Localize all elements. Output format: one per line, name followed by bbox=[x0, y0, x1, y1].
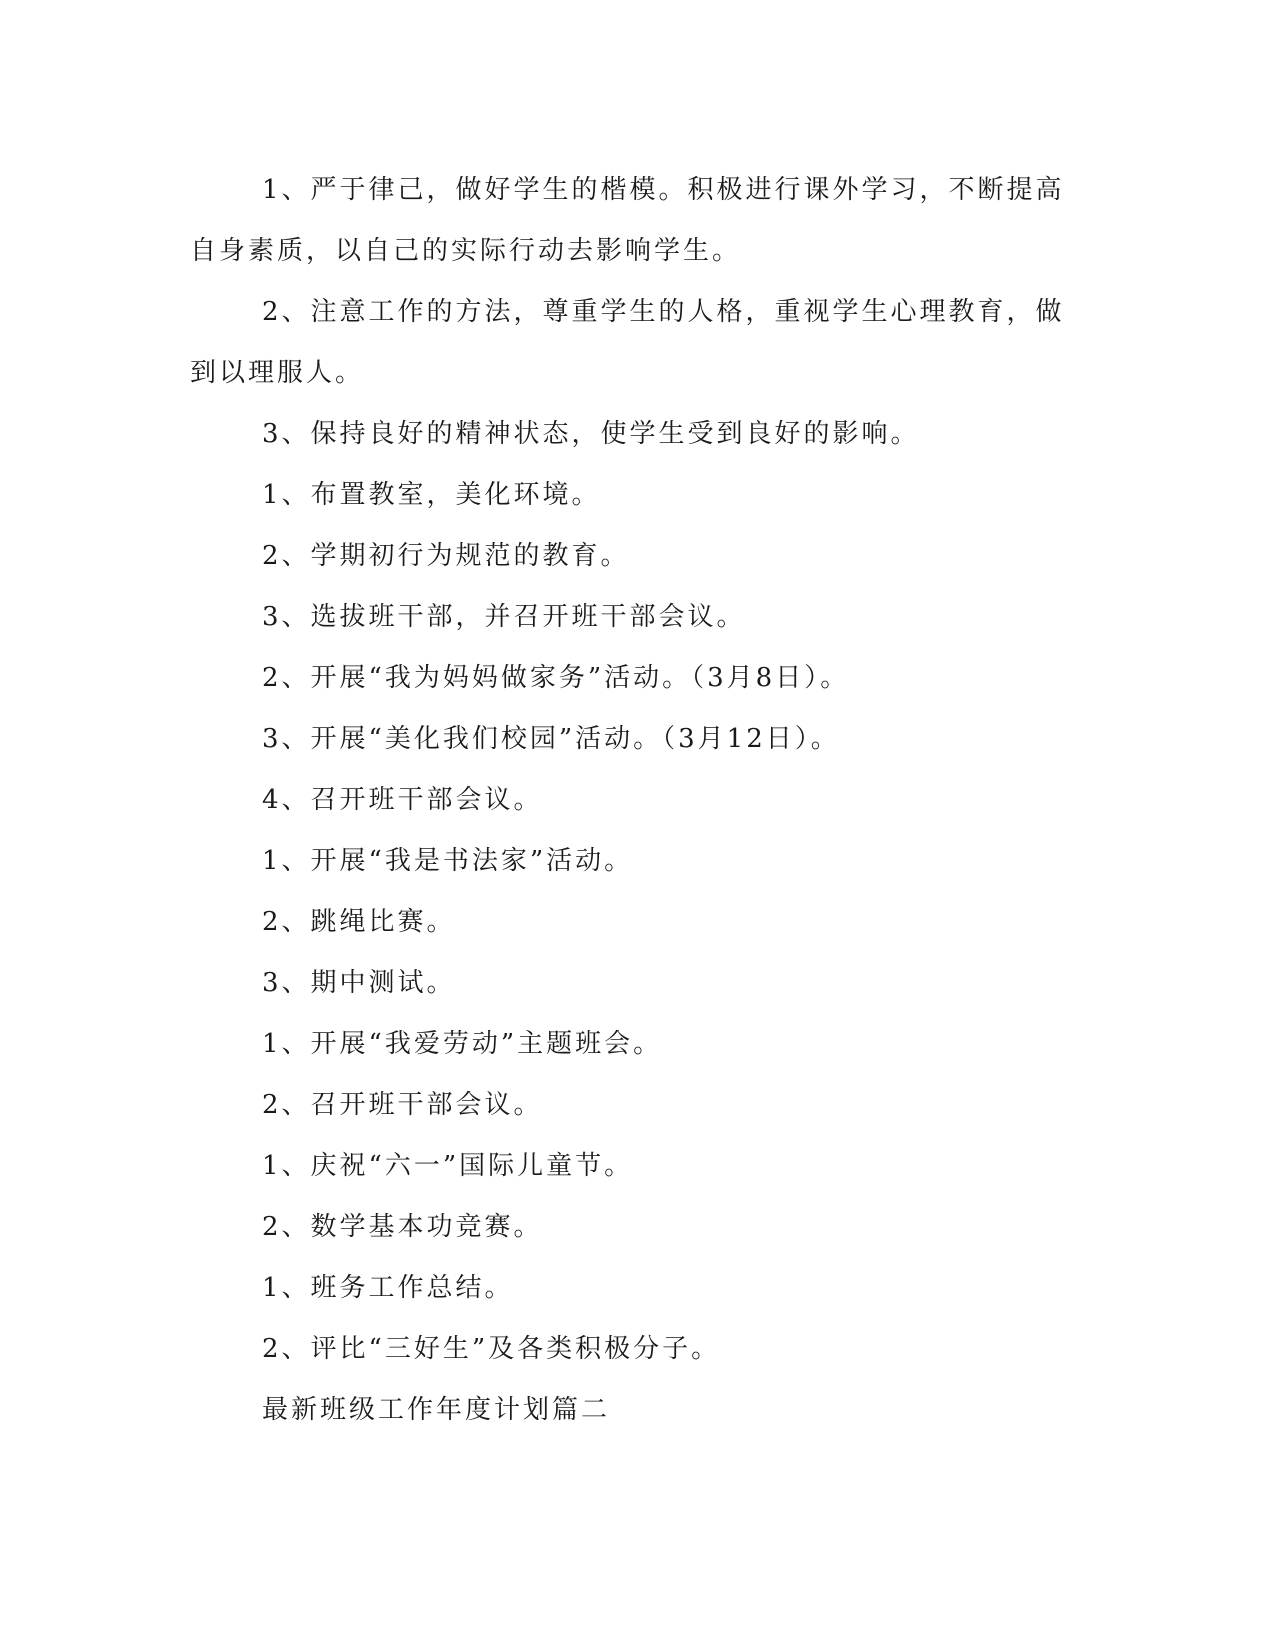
paragraph-15: 1、庆祝“六一”国际儿童节。 bbox=[262, 1151, 634, 1181]
paragraph-11: 2、跳绳比赛。 bbox=[262, 907, 456, 937]
paragraph-1: 1、严于律己，做好学生的楷模。积极进行课外学习，不断提高自身素质，以自己的实际行动去影响学生。 bbox=[190, 175, 1065, 266]
paragraph-6: 3、选拔班干部，并召开班干部会议。 bbox=[262, 602, 746, 632]
paragraph-8: 3、开展“美化我们校园”活动。（3月12日）。 bbox=[262, 724, 840, 754]
section-heading: 最新班级工作年度计划篇二 bbox=[262, 1395, 611, 1425]
paragraph-14: 2、召开班干部会议。 bbox=[262, 1090, 543, 1120]
paragraph-17: 1、班务工作总结。 bbox=[262, 1273, 514, 1303]
paragraph-12: 3、期中测试。 bbox=[262, 968, 456, 998]
paragraph-7: 2、开展“我为妈妈做家务”活动。（3月8日）。 bbox=[262, 663, 850, 693]
paragraph-2: 2、注意工作的方法，尊重学生的人格，重视学生心理教育，做到以理服人。 bbox=[190, 297, 1065, 388]
paragraph-3: 3、保持良好的精神状态，使学生受到良好的影响。 bbox=[262, 419, 920, 449]
paragraph-9: 4、召开班干部会议。 bbox=[262, 785, 543, 815]
paragraph-10: 1、开展“我是书法家”活动。 bbox=[262, 846, 634, 876]
document-body bbox=[190, 160, 1070, 1441]
paragraph-5: 2、学期初行为规范的教育。 bbox=[262, 541, 630, 571]
paragraph-13: 1、开展“我爱劳动”主题班会。 bbox=[262, 1029, 663, 1059]
paragraph-16: 2、数学基本功竞赛。 bbox=[262, 1212, 543, 1242]
paragraph-4: 1、布置教室，美化环境。 bbox=[262, 480, 601, 510]
paragraph-18: 2、评比“三好生”及各类积极分子。 bbox=[262, 1334, 721, 1364]
